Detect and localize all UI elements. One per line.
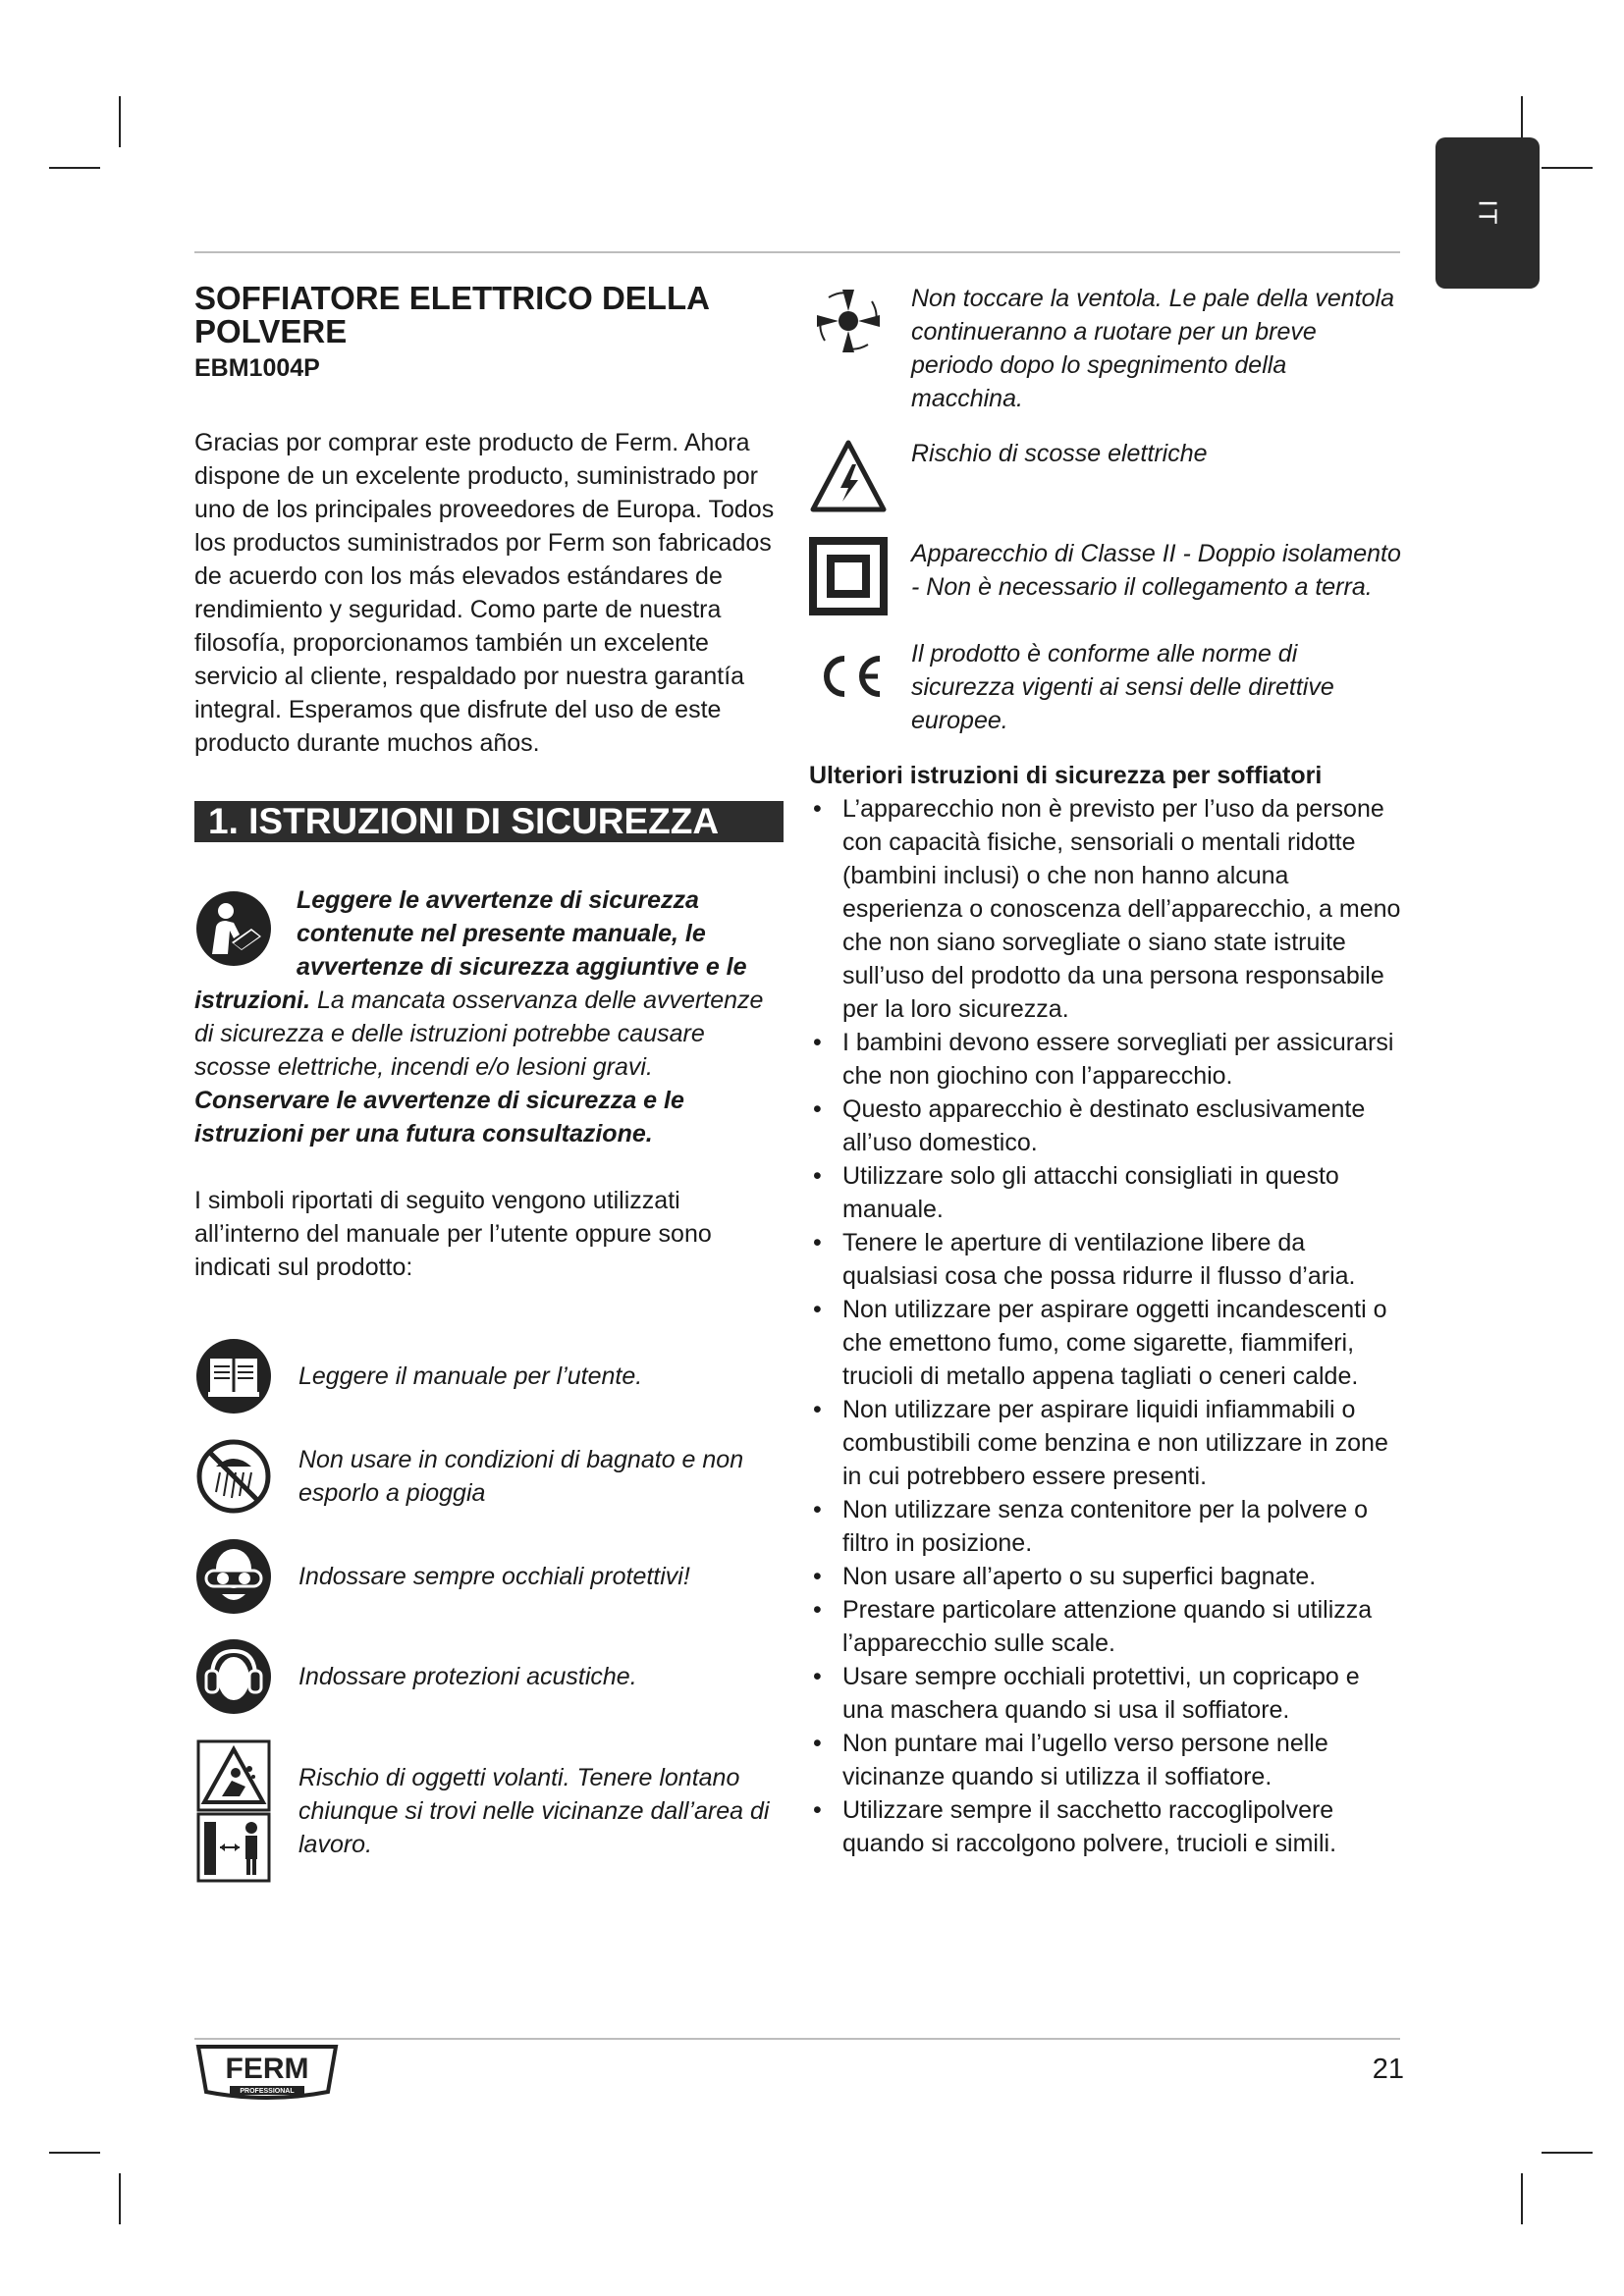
list-item: • I bambini devono essere sorvegliati per assicurarsi che non giochino con l’apparecchio. [809, 1026, 1402, 1093]
list-item: • L’apparecchio non è previsto per l’uso da persone con capacità fisiche, sensoriali o mentali ridotte (bambini inclusi) o che non hanno alcuna esperienza o conoscenza dell’apparecchio, a meno che non siano sorvegliate o siano state istruite sull’uso del prodotto da una persona responsabile per la loro sicurezza. [809, 792, 1402, 1026]
symbol-text: Leggere il manuale per l’utente. [298, 1362, 643, 1390]
symbol-text: Non usare in condizioni di bagnato e non esporlo a pioggia [298, 1446, 744, 1507]
no-rain-icon [194, 1437, 273, 1516]
class-ii-icon [809, 537, 888, 615]
list-item: • Utilizzare solo gli attacchi consigliati in questo manuale. [809, 1159, 1402, 1226]
symbol-item [809, 637, 1402, 737]
list-item: • Utilizzare sempre il sacchetto raccoglipolvere quando si raccolgono polvere, trucioli e simili. [809, 1793, 1402, 1860]
symbol-item [194, 1637, 784, 1716]
symbol-item [809, 282, 1402, 415]
safety-warning [194, 883, 784, 1150]
symbol-text: Rischio di scosse elettriche [911, 440, 1208, 467]
list-item: • Non utilizzare per aspirare liquidi infiammabili o combustibili come benzina e non utilizzare in zone in cui potrebbero essere presenti. [809, 1393, 1402, 1493]
symbols-list [194, 1337, 784, 1885]
symbol-text: Il prodotto è conforme alle norme di sicurezza vigenti ai sensi delle direttive europee. [911, 640, 1334, 734]
symbol-text: Indossare protezioni acustiche. [298, 1663, 637, 1690]
list-item: • Non utilizzare senza contenitore per la polvere o filtro in posizione. [809, 1493, 1402, 1560]
symbol-text: Apparecchio di Classe II - Doppio isolamento - Non è necessario il collegamento a terra. [911, 540, 1401, 601]
read-instructions-icon [194, 889, 273, 968]
warning-bold-text: Leggere le avvertenze di sicurezza contenute nel presente manuale, le avvertenze di sicurezza aggiuntive e le istruzioni. [194, 886, 747, 1014]
crop-mark [49, 167, 100, 169]
ferm-logo [194, 2043, 340, 2104]
symbol-text: Rischio di oggetti volanti. Tenere lontano chiunque si trovi nelle vicinanze dall’area di lavoro. [298, 1764, 770, 1858]
crop-mark [1542, 167, 1593, 169]
list-item: • Tenere le aperture di ventilazione libere da qualsiasi cosa che possa ridurre il flusso d’aria. [809, 1226, 1402, 1293]
additional-list [809, 792, 1402, 1860]
language-tab-label: IT [1473, 199, 1503, 227]
symbol-text: Indossare sempre occhiali protettivi! [298, 1563, 690, 1590]
symbol-item [809, 537, 1402, 615]
list-item: • Questo apparecchio è destinato esclusivamente all’uso domestico. [809, 1093, 1402, 1159]
language-tab [1435, 137, 1540, 289]
read-manual-icon [194, 1337, 273, 1415]
symbol-item [194, 1437, 784, 1516]
list-item: • Non puntare mai l’ugello verso persone nelle vicinanze quando si utilizza il soffiatore. [809, 1727, 1402, 1793]
crop-mark [119, 2173, 121, 2224]
left-column [194, 282, 784, 1906]
warning-keep-text: Conservare le avvertenze di sicurezza e le istruzioni per una futura consultazione. [194, 1087, 684, 1148]
fan-icon [809, 282, 888, 360]
ce-mark-icon [809, 637, 888, 716]
intro-paragraph: Gracias por comprar este producto de Ferm. Ahora dispone de un excelente producto, suministrado por uno de los principales proveedores de Europa. Todos los productos suministrados por Ferm son fabricados de acuerdo con los más elevados estándares de rendimiento y seguridad. Como parte de nuestra filosofía, proporcionamos también un excelente servicio al cliente, respaldado por nuestra garantía integral. Esperamos que disfrute del uso de este producto durante muchos años. [194, 429, 775, 757]
brand-subtitle: PROFESSIONAL [240, 2088, 295, 2095]
symbol-text: Non toccare la ventola. Le pale della ventola continueranno a ruotare per un breve periodo dopo lo spegnimento della macchina. [911, 285, 1394, 412]
additional-heading: Ulteriori istruzioni di sicurezza per soffiatori [809, 762, 1323, 789]
list-item: • Non utilizzare per aspirare oggetti incandescenti o che emettono fumo, come sigarette, fiammiferi, trucioli di metallo appena tagliati o ceneri calde. [809, 1293, 1402, 1393]
page-number: 21 [1372, 2054, 1404, 2085]
list-item: • Non usare all’aperto o su superfici bagnate. [809, 1560, 1402, 1593]
product-model: EBM1004P [194, 354, 320, 382]
electric-shock-icon [809, 437, 888, 515]
brand-name: FERM [225, 2053, 309, 2085]
crop-mark [119, 96, 121, 147]
flying-objects-icon [194, 1737, 273, 1885]
list-item: • Usare sempre occhiali protettivi, un copricapo e una maschera quando si usa il soffiatore. [809, 1660, 1402, 1727]
symbol-item [194, 1337, 784, 1415]
crop-mark [1521, 2173, 1523, 2224]
crop-mark [1542, 2152, 1593, 2154]
symbols-intro: I simboli riportati di seguito vengono utilizzati all’interno del manuale per l’utente oppure sono indicati sul prodotto: [194, 1187, 712, 1281]
goggles-icon [194, 1537, 273, 1616]
symbol-item [194, 1737, 784, 1885]
header-rule [194, 251, 1400, 253]
symbol-item [194, 1537, 784, 1616]
symbol-item [809, 437, 1402, 515]
crop-mark [49, 2152, 100, 2154]
product-title: SOFFIATORE ELETTRICO DELLA POLVERE [194, 280, 709, 349]
ear-protection-icon [194, 1637, 273, 1716]
section-heading: 1. ISTRUZIONI DI SICUREZZA [194, 801, 784, 842]
list-item: • Prestare particolare attenzione quando si utilizza l’apparecchio sulle scale. [809, 1593, 1402, 1660]
footer-rule [194, 2038, 1400, 2040]
right-column [809, 282, 1402, 1860]
warning-italic-text: La mancata osservanza delle avvertenze di sicurezza e delle istruzioni potrebbe causare scosse elettriche, incendi e/o lesioni gravi. [194, 987, 764, 1081]
